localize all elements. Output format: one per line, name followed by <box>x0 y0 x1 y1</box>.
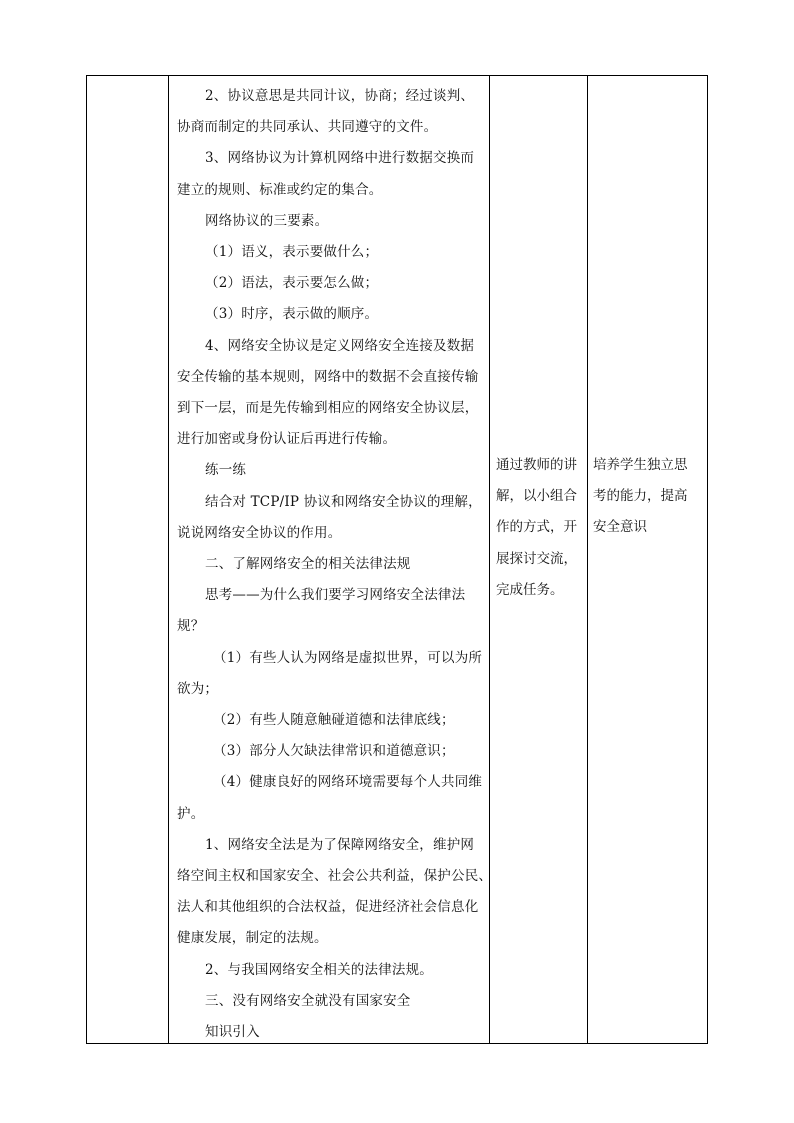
paragraph-line: 三、没有网络安全就没有国家安全 <box>205 992 411 1009</box>
paragraph-line: 练一练 <box>205 462 247 479</box>
paragraph-line: 护。 <box>177 805 205 822</box>
method-line: 解，以小组合 <box>496 488 577 505</box>
paragraph-line: （2）有些人随意触碰道德和法律底线； <box>213 712 455 729</box>
paragraph-line: 1、网络安全法是为了保障网络安全，维护网 <box>205 836 475 853</box>
paragraph-line: 络空间主权和国家安全、社会公共利益，保护公民、 <box>177 868 493 885</box>
paragraph-line: 规？ <box>177 618 205 635</box>
intent-line: 考的能力，提高 <box>593 488 688 505</box>
paragraph-line: 知识引入 <box>205 1024 260 1041</box>
paragraph-line: 协商而制定的共同承认、共同遵守的文件。 <box>177 119 438 136</box>
lesson-table <box>86 75 708 1044</box>
paragraph-line: 结合对 TCP/IP 协议和网络安全协议的理解， <box>205 493 482 510</box>
method-line: 通过教师的讲 <box>496 457 577 473</box>
paragraph-line: 3、网络协议为计算机网络中进行数据交换而 <box>205 150 475 167</box>
method-line: 展探讨交流， <box>496 550 577 567</box>
paragraph-line: 2、协议意思是共同计议，协商；经过谈判、 <box>205 88 475 104</box>
paragraph-line: 安全传输的基本规则，网络中的数据不会直接传输 <box>177 368 479 385</box>
paragraph-line: 二、了解网络安全的相关法律法规 <box>205 556 411 573</box>
design-intent-cell <box>587 76 707 1043</box>
empty-cell <box>87 76 168 1043</box>
paragraph-line: 欲为； <box>177 680 219 697</box>
paragraph-line: 2、与我国网络安全相关的法律法规。 <box>205 961 433 978</box>
intent-line: 安全意识 <box>593 519 647 536</box>
paragraph-line: （3）时序，表示做的顺序。 <box>205 306 379 323</box>
intent-line: 培养学生独立思 <box>593 457 688 473</box>
paragraph-line: 健康发展，制定的法规。 <box>177 930 328 947</box>
paragraph-line: 进行加密或身份认证后再进行传输。 <box>177 431 397 448</box>
teaching-method-cell <box>490 76 587 1043</box>
paragraph-line: 4、网络安全协议是定义网络安全连接及数据 <box>205 337 475 354</box>
paragraph-line: 建立的规则、标准或约定的集合。 <box>177 181 383 198</box>
paragraph-line: 说说网络安全协议的作用。 <box>177 524 342 541</box>
content-cell <box>169 76 493 1043</box>
paragraph-line: （2）语法，表示要怎么做； <box>205 275 379 292</box>
paragraph-line: （4）健康良好的网络环境需要每个人共同维 <box>213 774 483 791</box>
method-line: 完成任务。 <box>496 581 564 598</box>
paragraph-line: （1）有些人认为网络是虚拟世界，可以为所 <box>213 649 483 666</box>
method-line: 作的方式，开 <box>496 519 577 536</box>
paragraph-line: 网络协议的三要素。 <box>205 212 329 229</box>
paragraph-line: 法人和其他组织的合法权益，促进经济社会信息化 <box>177 899 479 916</box>
paragraph-line: （3）部分人欠缺法律常识和道德意识； <box>213 743 455 760</box>
paragraph-line: （1）语义，表示要做什么； <box>205 244 379 261</box>
paragraph-line: 思考——为什么我们要学习网络安全法律法 <box>205 587 466 604</box>
paragraph-line: 到下一层，而是先传输到相应的网络安全协议层， <box>177 400 479 417</box>
